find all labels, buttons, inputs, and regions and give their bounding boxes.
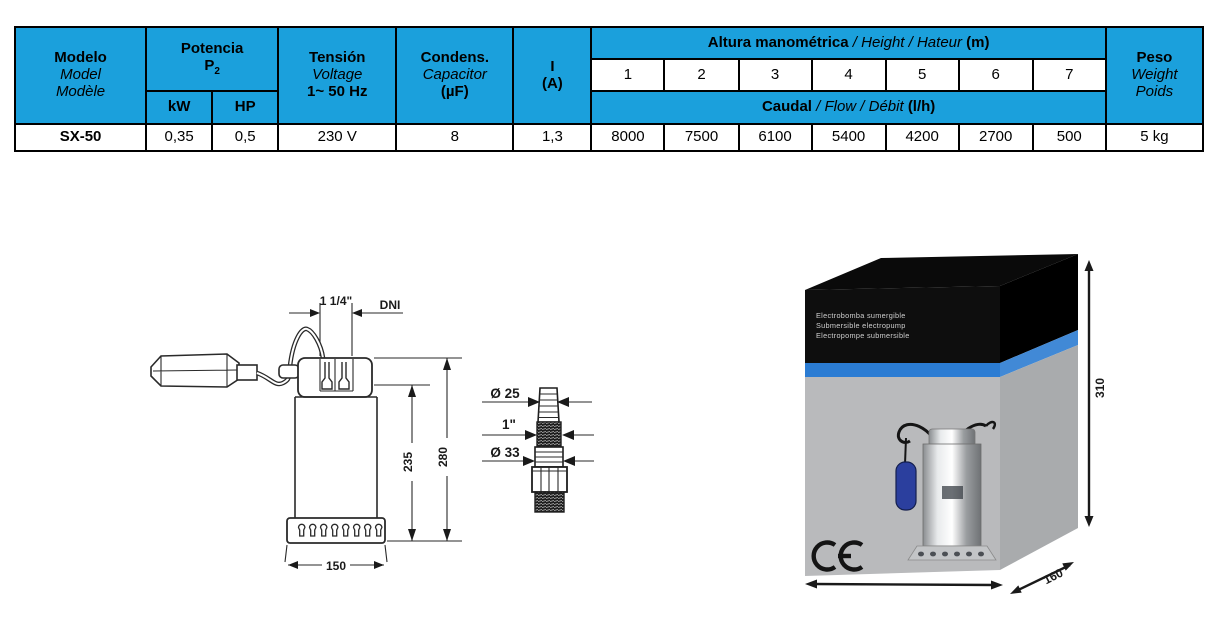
header-kw: kW bbox=[146, 91, 212, 124]
header-power: Potencia $P_2$ bbox=[146, 27, 278, 91]
cell-flow-2: 7500 bbox=[664, 124, 738, 151]
dimension-arrow bbox=[352, 309, 362, 317]
thread-section-bottom bbox=[535, 492, 564, 512]
base-width-label: 150 bbox=[325, 559, 347, 573]
dimension-arrow bbox=[562, 430, 574, 440]
head-col-2: 2 bbox=[664, 59, 738, 91]
dimension-arrow bbox=[310, 309, 320, 317]
head-col-4: 4 bbox=[812, 59, 886, 91]
body-height-label: 235 bbox=[401, 451, 415, 473]
dimension-arrow bbox=[1010, 585, 1022, 594]
pump-float bbox=[896, 462, 916, 510]
cell-capacitor: 8 bbox=[396, 124, 513, 151]
header-current: I (A) bbox=[513, 27, 591, 124]
dimension-arrow bbox=[1085, 516, 1094, 527]
float-switch bbox=[151, 354, 257, 387]
box-height-dimension bbox=[1085, 260, 1108, 527]
dimension-arrow bbox=[1062, 562, 1074, 571]
dni-label: DNI bbox=[379, 298, 401, 312]
cell-weight: 5 kg bbox=[1106, 124, 1203, 151]
cell-flow-1: 8000 bbox=[591, 124, 664, 151]
bottom-diameter-label: Ø 33 bbox=[490, 445, 520, 460]
table-row bbox=[15, 124, 1203, 151]
dimension-arrow bbox=[1085, 260, 1094, 271]
top-diameter-label: Ø 25 bbox=[490, 386, 520, 401]
thread-size-label: 1" bbox=[502, 417, 516, 432]
label-line-es: Electrobomba sumergible bbox=[816, 311, 906, 320]
cell-flow-7: 500 bbox=[1033, 124, 1106, 151]
product-box-drawing bbox=[793, 248, 1128, 608]
header-hp: HP bbox=[212, 91, 278, 124]
hose-barb-top bbox=[538, 388, 559, 422]
total-height-label: 280 bbox=[436, 446, 450, 468]
header-voltage: Tensión Voltage 1~ 50 Hz bbox=[278, 27, 396, 124]
label-line-en: Submersible electropump bbox=[816, 321, 906, 330]
pump-technical-drawing bbox=[137, 283, 467, 583]
dimension-arrow bbox=[563, 456, 575, 466]
label-line-fr: Electropompe submersible bbox=[816, 331, 910, 340]
thread-section bbox=[537, 422, 561, 447]
dimension-arrow bbox=[805, 580, 817, 589]
cell-hp: 0,5 bbox=[212, 124, 278, 151]
header-flow: Caudal / Flow / Débit (l/h) bbox=[591, 91, 1105, 124]
dimension-arrow bbox=[525, 430, 537, 440]
base-width-dimension bbox=[285, 545, 387, 573]
cell-model: SX-50 bbox=[15, 124, 146, 151]
head-col-5: 5 bbox=[886, 59, 959, 91]
cell-flow-6: 2700 bbox=[959, 124, 1033, 151]
header-head: Altura manométrica / Height / Hateur (m) bbox=[591, 27, 1105, 59]
cell-kw: 0,35 bbox=[146, 124, 212, 151]
pump-body-outline bbox=[287, 358, 385, 543]
fitting-labels bbox=[490, 386, 520, 460]
outlet-dim-label: 1 1/4" bbox=[319, 294, 353, 308]
box-depth-dimension bbox=[1010, 562, 1074, 594]
box-side-gray bbox=[1000, 345, 1078, 570]
dimension-arrow bbox=[408, 529, 416, 541]
dimension-arrow bbox=[523, 456, 535, 466]
box-height-label: 310 bbox=[1093, 377, 1107, 399]
box-label-text bbox=[816, 311, 910, 340]
pump-logo bbox=[942, 486, 963, 499]
cable-gland bbox=[279, 365, 299, 378]
dimension-arrow bbox=[288, 561, 298, 569]
header-model: Modelo Model Modèle bbox=[15, 27, 146, 124]
dimension-arrow bbox=[408, 385, 416, 397]
float-connector bbox=[237, 365, 257, 380]
box-front-stripe bbox=[805, 363, 1000, 377]
head-col-3: 3 bbox=[739, 59, 812, 91]
header-capacitor: Condens. Capacitor (µF) bbox=[396, 27, 513, 124]
head-col-7: 7 bbox=[1033, 59, 1106, 91]
box-width-dimension bbox=[805, 580, 1003, 590]
cell-voltage: 230 V bbox=[278, 124, 396, 151]
cell-flow-3: 6100 bbox=[739, 124, 812, 151]
cell-flow-4: 5400 bbox=[812, 124, 886, 151]
head-col-6: 6 bbox=[959, 59, 1033, 91]
header-weight: Peso Weight Poids bbox=[1106, 27, 1203, 124]
spec-table bbox=[14, 26, 1204, 152]
outlet-dimension bbox=[289, 294, 403, 356]
dimension-arrow bbox=[443, 529, 451, 541]
fitting-body bbox=[532, 388, 567, 512]
dimension-arrow bbox=[374, 561, 384, 569]
cell-current: 1,3 bbox=[513, 124, 591, 151]
head-col-1: 1 bbox=[591, 59, 664, 91]
power-subscript: 2 bbox=[214, 65, 220, 77]
cell-flow-5: 4200 bbox=[886, 124, 959, 151]
dimension-arrow bbox=[443, 358, 451, 370]
dimension-arrow bbox=[991, 581, 1003, 590]
hose-fitting-drawing bbox=[478, 383, 618, 533]
box-depth-label: 160 bbox=[1041, 565, 1066, 588]
